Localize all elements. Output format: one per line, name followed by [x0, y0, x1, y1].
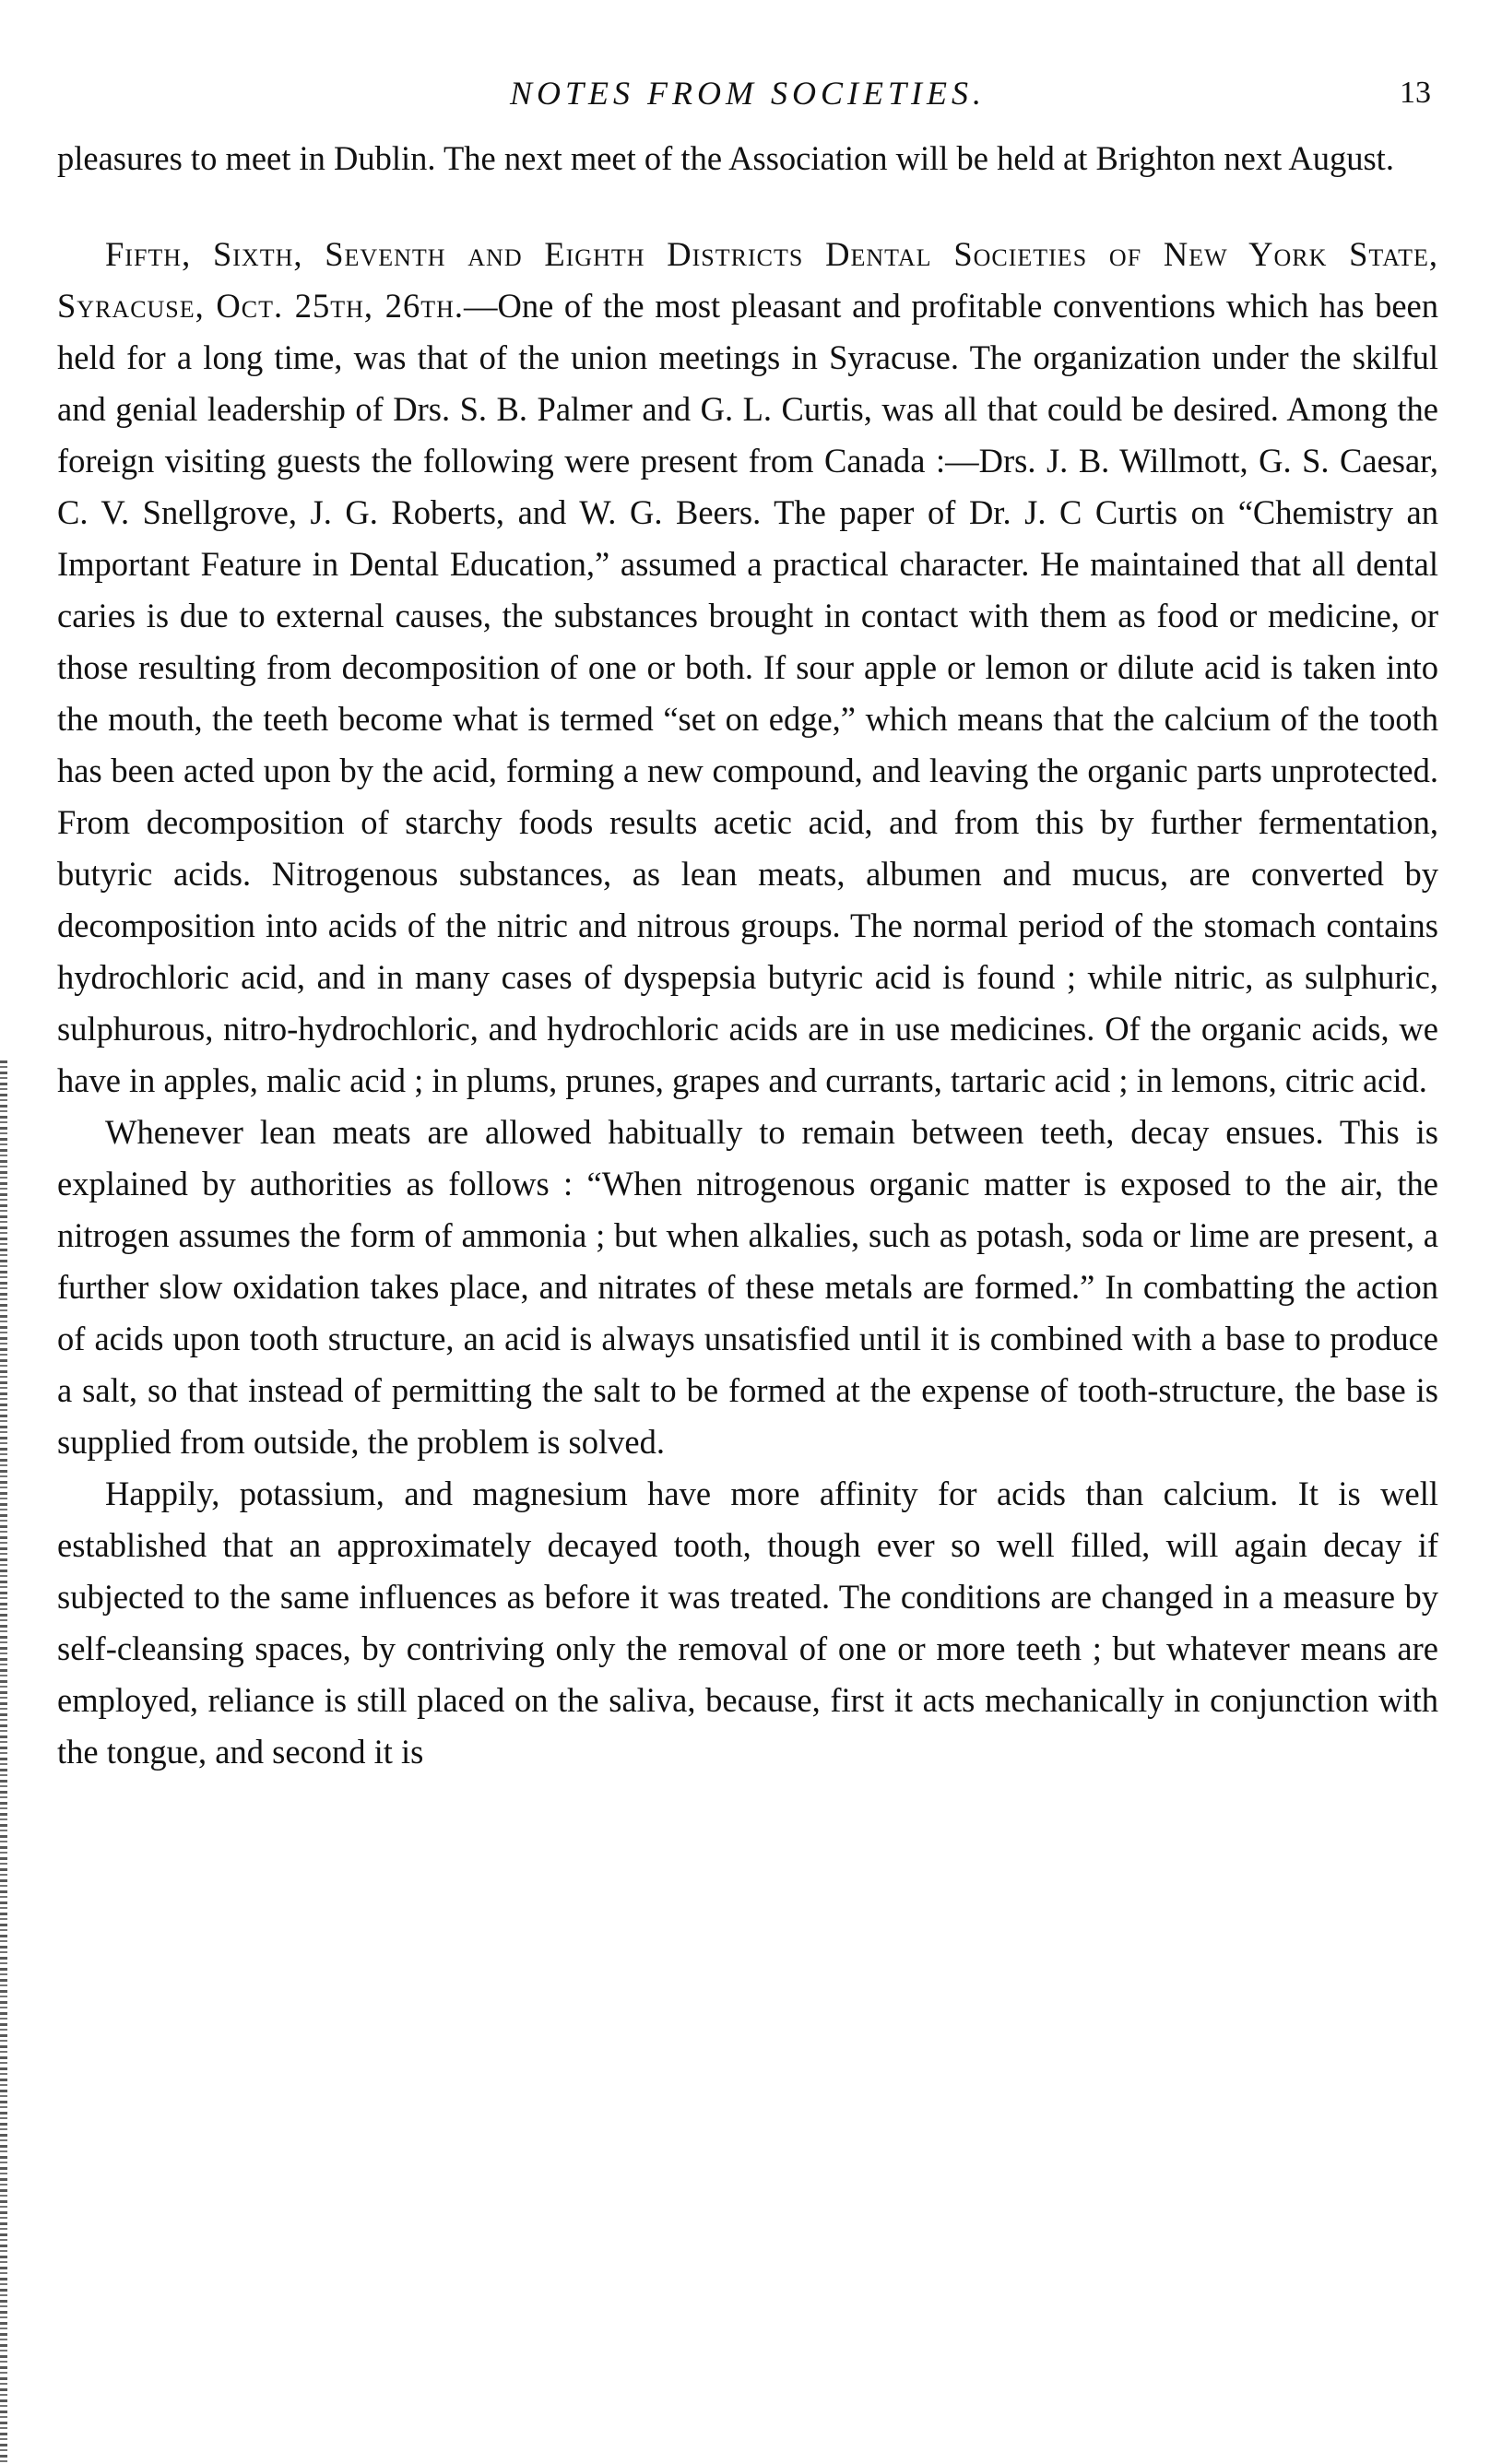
paragraph-affinity: [57, 1468, 1438, 1778]
paragraph-text: Whenever lean meats are allowed habitually to remain between teeth, decay ensues. This is explained by authorities as follows : “When nitrogenous organic matter is exposed to the air, the nitrogen assumes the form of ammonia ; but when alkalies, such as potash, soda or lime are present, a further slow oxidation takes place, and nitrates of these metals are formed.” In combatting the action of acids upon tooth structure, an acid is always unsatisfied until it is combined with a base to produce a salt, so that instead of permitting the salt to be formed at the expense of tooth-structure, the base is supplied from outside, the problem is solved.: [57, 1113, 1438, 1461]
paragraph-continuation: [57, 133, 1438, 184]
scan-edge-artifact: [0, 1060, 7, 2464]
book-page: [57, 74, 1438, 1778]
paragraph-text: —One of the most pleasant and profitable conventions which has been held for a long time, was that of the union meetings in Syracuse. The organization under the skilful and genial leadership of Drs. S. B. Palmer and G. L. Curtis, was all that could be desired. Among the foreign visiting guests the following were present from Canada :—Drs. J. B. Willmott, G. S. Caesar, C. V. Snellgrove, J. G. Roberts, and W. G. Beers. The paper of Dr. J. C Curtis on “Chemistry an Important Feature in Dental Education,” assumed a practical character. He maintained that all dental caries is due to external causes, the substances brought in contact with them as food or medicine, or those resulting from decomposition of one or both. If sour apple or lemon or dilute acid is taken into the mouth, the teeth become what is termed “set on edge,” which means that the calcium of the tooth has been acted upon by the acid, forming a new compound, and leaving the organic parts unprotected. From decomposition of starchy foods results acetic acid, and from this by further fermentation, butyric acids. Nitrogenous substances, as lean meats, albumen and mucus, are converted by decomposition into acids of the nitric and nitrous groups. The normal period of the stomach contains hydrochloric acid, and in many cases of dyspepsia butyric acid is found ; while nitric, as sulphuric, sulphurous, nitro-hydrochloric, and hydrochloric acids are in use medicines. Of the organic acids, we have in apples, malic acid ; in plums, prunes, grapes and currants, tartaric acid ; in lemons, citric acid.: [57, 287, 1438, 1099]
running-head: [57, 74, 1438, 125]
paragraph-text: pleasures to meet in Dublin. The next meet of the Association will be held at Brighton next August.: [57, 139, 1394, 177]
running-title: NOTES FROM SOCIETIES.: [510, 75, 986, 112]
paragraph-lean-meats: [57, 1107, 1438, 1468]
body-text: [57, 133, 1438, 1778]
section-heading: Fifth, Sixth, Seventh and Eighth Districts Dental Societies of New York State, Syracuse, Oct. 25th, 26th.: [57, 235, 1438, 325]
paragraph-text: Happily, potassium, and magnesium have more affinity for acids than calcium. It is well established that an approximately decayed tooth, though ever so well filled, will again decay if subjected to the same influences as before it was treated. The conditions are changed in a measure by self-cleansing spaces, by contriving only the removal of one or more teeth ; but whatever means are employed, reliance is still placed on the saliva, because, first it acts mechanically in conjunction with the tongue, and second it is: [57, 1475, 1438, 1771]
paragraph-society-report: [57, 229, 1438, 1107]
page-number: 13: [1400, 76, 1431, 110]
